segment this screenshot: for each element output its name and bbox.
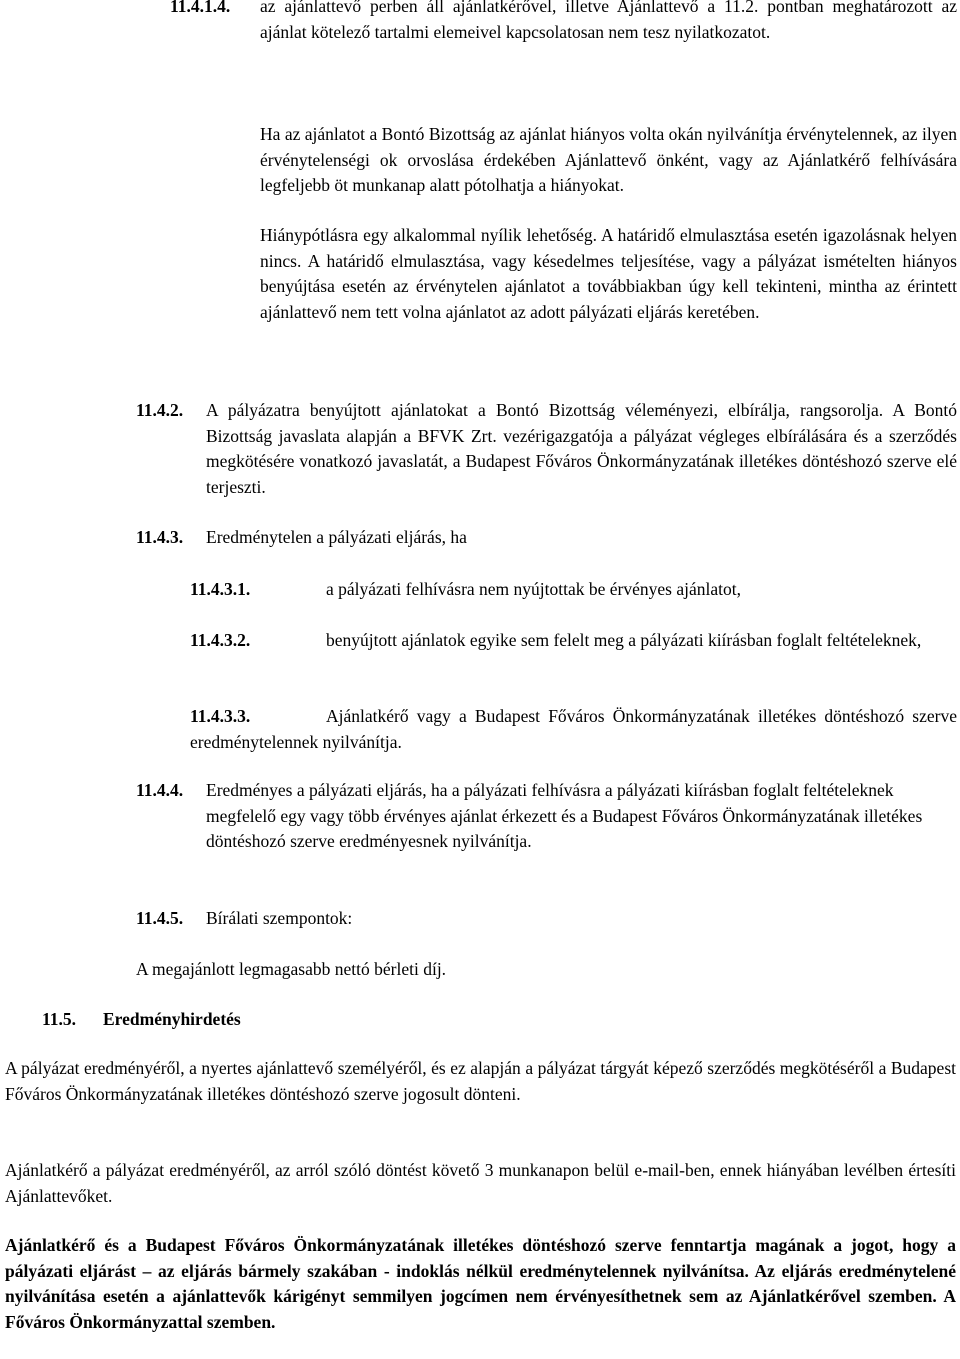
section-text-11-4-3-2: benyújtott ajánlatok egyike sem felelt meg a pályázati kiírásban foglalt feltételeknek,: [326, 630, 922, 650]
paragraph-ertesites: Ajánlatkérő a pályázat eredményéről, az arról szóló döntést követő 3 munkanapon belül e-mail-ben, ennek hiányában levélben értesíti Ajánlattevőket.: [5, 1160, 956, 1206]
section-text-11-4-1-4: az ajánlattevő perben áll ajánlatkérővel, illetve Ajánlattevő a 11.2. pontban meghatározott az ajánlat kötelező tartalmi elemeivel kapcsolatosan nem tesz nyilatkozatot.: [260, 0, 957, 42]
section-text-11-4-3-1: a pályázati felhívásra nem nyújtottak be érvényes ajánlatot,: [326, 579, 741, 599]
section-text-11-4-5: Bírálati szempontok:: [206, 908, 353, 928]
section-number-11-5: 11.5.: [42, 1009, 77, 1029]
section-text-11-4-4: Eredményes a pályázati eljárás, ha a pályázati felhívásra a pályázati kiírásban foglalt feltételeknek megfelelő egy vagy több érvényes ajánlat érkezett és a Budapest Főváros Önkormányzatának illetékes döntéshozó szerve eredményesnek nyilvánítja.: [206, 780, 923, 851]
section-number-11-4-1-4: 11.4.1.4.: [170, 0, 231, 16]
section-number-11-4-3-1: 11.4.3.1.: [190, 579, 251, 599]
paragraph-eredmeny-dontes: A pályázat eredményéről, a nyertes ajánlattevő személyéről, és ez alapján a pályázat tárgyát képező szerződés megkötéséről a Budapest Főváros Önkormányzatának illetékes döntéshozó szerve jogosult dönteni.: [5, 1058, 956, 1104]
section-number-11-4-5: 11.4.5.: [136, 908, 184, 928]
paragraph-jogfenntartas: Ajánlatkérő és a Budapest Főváros Önkormányzatának illetékes döntéshozó szerve fenntartja magának a jogot, hogy a pályázati eljárást – az eljárás bármely szakában - indoklás nélkül eredménytelennek nyilvánítsa. Az eljárás eredménytelené nyilvánítása esetén a ajánlattevők kárigényt semmilyen jogcímen nem érvényesíthetnek sem az Ajánlatkérővel szemben. A Főváros Önkormányzattal szemben.: [5, 1235, 956, 1332]
section-text-11-4-3: Eredménytelen a pályázati eljárás, ha: [206, 527, 467, 547]
section-number-11-4-4: 11.4.4.: [136, 780, 184, 800]
paragraph-hianyos-ajanlat: Ha az ajánlatot a Bontó Bizottság az ajánlat hiányos volta okán nyilvánítja érvénytelennek, az ilyen érvénytelenségi ok orvoslása érdekében Ajánlattevő önként, vagy az Ajánlatkérő felhívására legfeljebb öt munkanap alatt pótolhatja a hiányokat.: [260, 124, 957, 195]
section-text-11-4-3-3: Ajánlatkérő vagy a Budapest Főváros Önkormányzatának illetékes döntéshozó szerve eredménytelennek nyilvánítja.: [190, 706, 957, 752]
evaluation-criterion: A megajánlott legmagasabb nettó bérleti díj.: [136, 959, 447, 979]
section-number-11-4-3-2: 11.4.3.2.: [190, 630, 251, 650]
section-title-eredmenyhirdetes: Eredményhirdetés: [103, 1009, 241, 1029]
paragraph-hianypotlas: Hiánypótlásra egy alkalommal nyílik lehetőség. A határidő elmulasztása esetén igazolásnak helyen nincs. A határidő elmulasztása, vagy késedelmes teljesítése, vagy a pályázat ismételten hiányos benyújtása esetén az érvénytelen ajánlatot a továbbiakban úgy kell tekinteni, mintha az érintett ajánlattevő nem tett volna ajánlatot az adott pályázati eljárás keretében.: [260, 225, 957, 322]
section-number-11-4-3: 11.4.3.: [136, 527, 184, 547]
section-number-11-4-3-3: 11.4.3.3.: [190, 706, 251, 726]
section-number-11-4-2: 11.4.2.: [136, 400, 184, 420]
section-text-11-4-2: A pályázatra benyújtott ajánlatokat a Bontó Bizottság véleményezi, elbírálja, rangsorolja. A Bontó Bizottság javaslata alapján a BFVK Zrt. vezérigazgatója a pályázat végleges elbírálására és a szerződés megkötésére vonatkozó javaslatát, a Budapest Főváros Önkormányzatának illetékes döntéshozó szerve elé terjeszti.: [206, 400, 957, 497]
